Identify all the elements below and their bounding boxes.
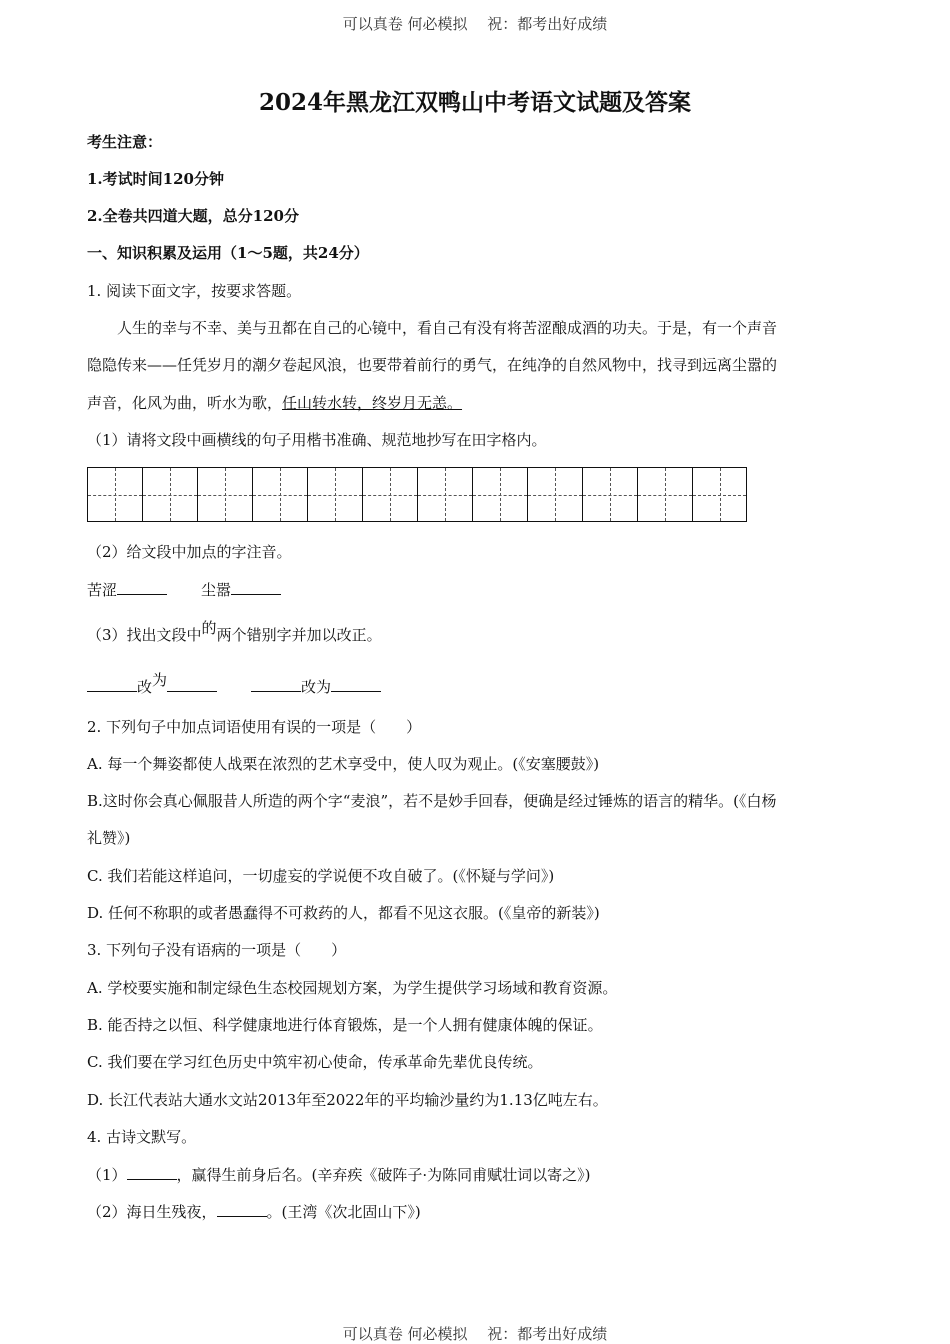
grid-cell[interactable]: [87, 467, 142, 522]
pinyin-blank-2[interactable]: [231, 580, 281, 595]
notice-item-2: 2.全卷共四道大题，总分120分: [87, 207, 299, 225]
grid-cell[interactable]: [637, 467, 692, 522]
grid-cell[interactable]: [417, 467, 472, 522]
page-title: 2024年黑龙江双鸭山中考语文试题及答案: [258, 89, 691, 116]
grid-cell[interactable]: [362, 467, 417, 522]
passage-line-2: 隐隐传来——任凭岁月的潮夕卷起风浪，也要带着前行的勇气，在纯净的自然风物中，找寻到远离尘嚣的: [87, 356, 778, 374]
correction-blanks: [87, 671, 381, 697]
question-2-option-c[interactable]: C. 我们若能这样追问，一切虚妄的学说便不攻自破了。(《怀疑与学问》): [87, 867, 555, 885]
question-4-stem: 4. 古诗文默写。: [87, 1128, 197, 1146]
wrong-char-blank-2[interactable]: [251, 677, 301, 692]
question-3-stem: 3. 下列句子没有语病的一项是（ ）: [87, 941, 347, 959]
question-2-option-a[interactable]: A. 每一个舞姿都使人战栗在浓烈的艺术享受中，使人叹为观止。(《安塞腰鼓》): [87, 755, 600, 773]
grid-cell[interactable]: [307, 467, 362, 522]
passage-line-3-text: 声音，化风为曲，听水为歌，: [87, 394, 283, 412]
question-1-stem: 1. 阅读下面文字，按要求答题。: [87, 282, 302, 300]
fix-label-1: 改: [137, 678, 153, 696]
right-char-blank-1[interactable]: [167, 677, 217, 692]
passage-line-3: [87, 393, 462, 413]
question-2-option-b[interactable]: B.这时你会真心佩服昔人所造的两个字“麦浪”，若不是妙手回春，便确是经过锤炼的语言的精华。(《白杨: [87, 792, 777, 810]
item-2-suffix: 。(王湾《次北固山下》): [266, 1203, 421, 1221]
pinyin-blanks: [87, 580, 281, 600]
section-heading: 一、知识积累及运用（1～5题，共24分）: [87, 244, 369, 262]
page-header: 可以真卷 何必模拟 祝：都考出好成绩: [342, 15, 608, 33]
fix-label-2: 改为: [301, 678, 332, 696]
notice-heading: 考生注意：: [87, 133, 163, 151]
item-1-suffix: ，赢得生前身后名。(辛弃疾《破阵子·为陈同甫赋壮词以寄之》): [176, 1166, 591, 1184]
question-4-item-2: [87, 1202, 421, 1222]
sub-3-raised-char: 的: [201, 619, 217, 637]
question-3-option-c[interactable]: C. 我们要在学习红色历史中筑牢初心使命，传承革命先辈优良传统。: [87, 1053, 543, 1071]
grid-cell[interactable]: [197, 467, 252, 522]
question-3-option-b[interactable]: B. 能否持之以恒、科学健康地进行体育锻炼，是一个人拥有健康体魄的保证。: [87, 1016, 603, 1034]
question-1-sub-2: （2）给文段中加点的字注音。: [87, 543, 292, 561]
pinyin-word-2: 尘嚣: [201, 581, 232, 599]
question-2-option-b-cont: 礼赞》): [87, 829, 131, 847]
question-2-option-d[interactable]: D. 任何不称职的或者愚蠢得不可救药的人，都看不见这衣服。(《皇帝的新装》): [87, 904, 600, 922]
passage-line-1: 人生的幸与不幸、美与丑都在自己的心镜中，看自己有没有将苦涩酿成酒的功夫。于是，有一个声音: [117, 319, 778, 337]
grid-cell[interactable]: [582, 467, 637, 522]
question-1-sub-1: （1）请将文段中画横线的句子用楷书准确、规范地抄写在田字格内。: [87, 431, 547, 449]
question-2-stem: 2. 下列句子中加点词语使用有误的一项是（ ）: [87, 718, 422, 736]
grid-cell[interactable]: [527, 467, 582, 522]
sub-3-text-b: 两个错别字并加以改正。: [216, 626, 382, 644]
grid-cell[interactable]: [252, 467, 307, 522]
question-1-sub-3: [87, 619, 382, 645]
underlined-sentence: 任山转水转，终岁月无恙。: [282, 394, 463, 412]
fix-raised-char: 为: [152, 671, 168, 689]
question-3-option-a[interactable]: A. 学校要实施和制定绿色生态校园规划方案，为学生提供学习场域和教育资源。: [87, 979, 618, 997]
pinyin-blank-1[interactable]: [117, 580, 167, 595]
pinyin-word-1: 苦涩: [87, 581, 118, 599]
grid-cell[interactable]: [142, 467, 197, 522]
tianzige-grid[interactable]: [87, 467, 747, 522]
wrong-char-blank-1[interactable]: [87, 677, 137, 692]
item-1-prefix: （1）: [87, 1166, 127, 1184]
poem-blank-1[interactable]: [127, 1165, 177, 1180]
question-3-option-d[interactable]: D. 长江代表站大通水文站2013年至2022年的平均输沙量约为1.13亿吨左右。: [87, 1091, 608, 1109]
poem-blank-2[interactable]: [217, 1202, 267, 1217]
sub-3-text-a: （3）找出文段中: [87, 626, 202, 644]
grid-cell[interactable]: [472, 467, 527, 522]
page-footer: 可以真卷 何必模拟 祝：都考出好成绩: [342, 1325, 608, 1343]
right-char-blank-2[interactable]: [331, 677, 381, 692]
question-4-item-1: [87, 1165, 591, 1185]
item-2-prefix: （2）海日生残夜，: [87, 1203, 217, 1221]
notice-item-1: 1.考试时间120分钟: [87, 170, 224, 188]
grid-cell[interactable]: [692, 467, 747, 522]
